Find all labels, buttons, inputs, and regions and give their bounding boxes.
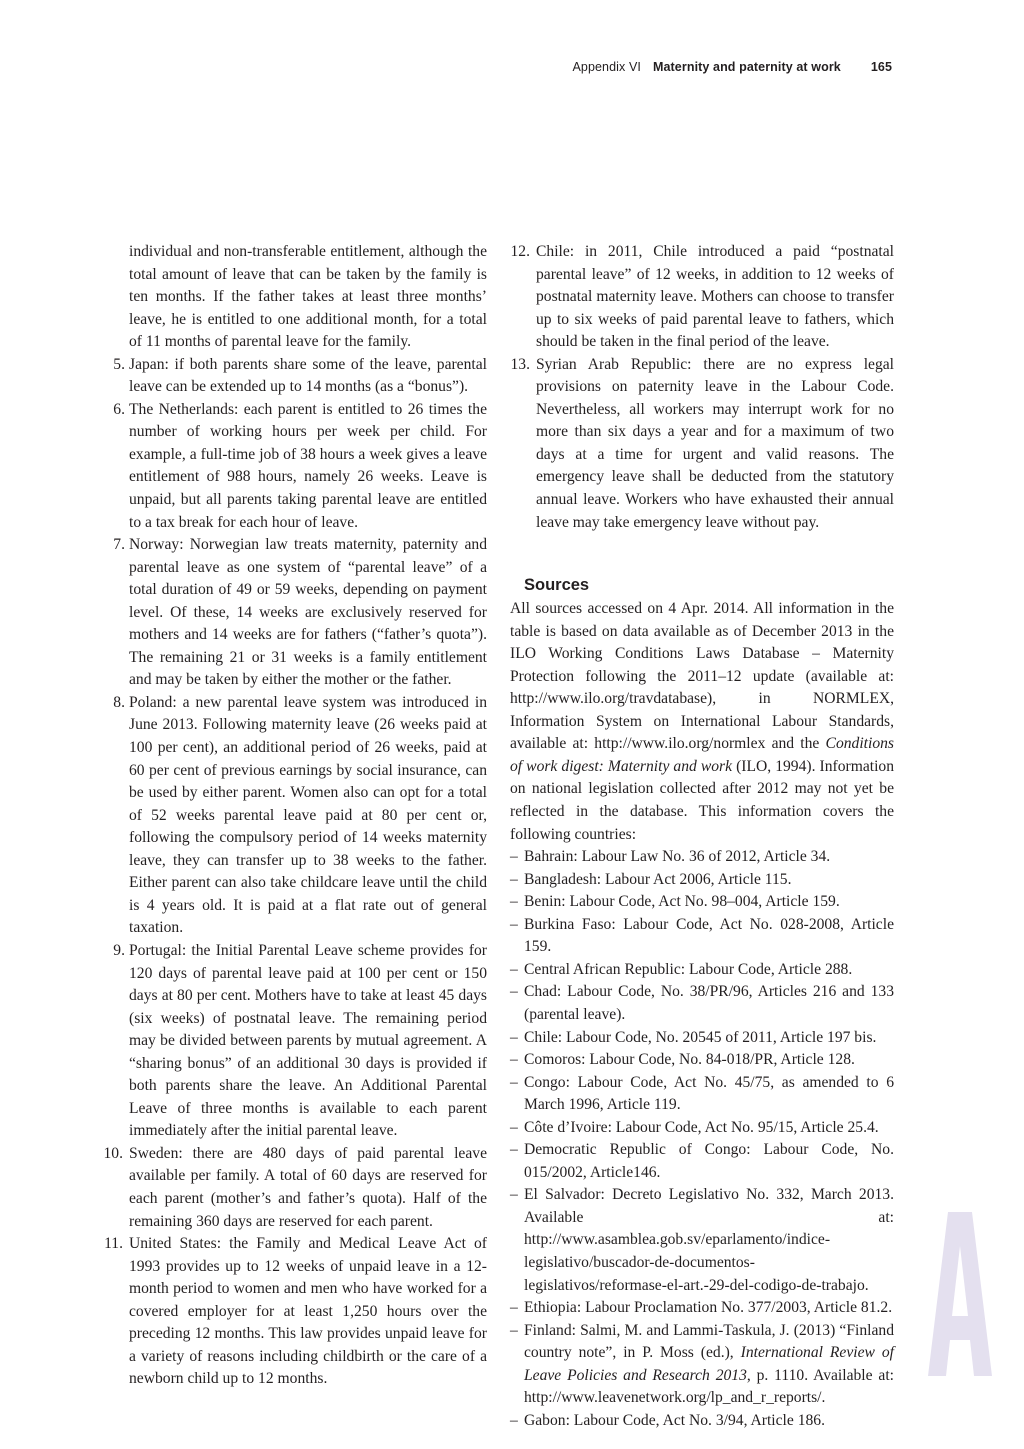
sources-intro-text-end: (ILO, 1994). Information on national legislation collected after 2012 may not yet be reflected in the database. This information covers the following countries: xyxy=(510,757,895,843)
dash-bullet: – xyxy=(510,1186,518,1204)
source-text: Benin: Labour Code, Act No. 98–004, Article 159. xyxy=(524,893,840,911)
publication-title: International Review of Leave Policies and Research 2013 xyxy=(524,1344,894,1384)
source-text: Bangladesh: Labour Act 2006, Article 115. xyxy=(524,870,792,888)
source-item-dr-congo xyxy=(510,1139,894,1184)
dash-bullet: – xyxy=(510,893,518,911)
note-text: Syrian Arab Republic: there are no express legal provisions on paternity leave in the Labour Code. Nevertheless, all workers may interrupt work for no more than six days a year and for a maximum of two days at a time for urgent and valid reasons. The emergency leave shall be deducted from the statutory annual leave. Workers who have exhausted their annual leave may take emergency leave without pay. xyxy=(536,355,894,531)
source-item-burkina-faso xyxy=(510,914,894,959)
page-number: 165 xyxy=(870,60,892,74)
note-7 xyxy=(103,534,487,692)
sources-intro xyxy=(510,598,894,846)
source-item-central-african-republic xyxy=(510,959,894,982)
note-number: 13. xyxy=(510,355,530,373)
sources-list xyxy=(510,846,894,1432)
source-text: Chile: Labour Code, No. 20545 of 2011, Article 197 bis. xyxy=(524,1028,877,1046)
note-number: 12. xyxy=(510,243,530,260)
source-item-benin xyxy=(510,891,894,914)
source-text: Bahrain: Labour Law No. 36 of 2012, Article 34. xyxy=(524,848,831,866)
note-number: 7. xyxy=(113,536,125,554)
appendix-tab-letter xyxy=(928,1212,992,1376)
source-text: Democratic Republic of Congo: Labour Code, No. 015/2002, Article146. xyxy=(524,1141,894,1181)
source-item-comoros xyxy=(510,1049,894,1072)
note-text: Portugal: the Initial Parental Leave scheme provides for 120 days of parental leave paid at 100 per cent or 150 days at 80 per cent. Mothers have to take at least 45 days (six weeks) of postnatal leave. The remaining period may be divided between parents by mutual agreement. A “sharing bonus” of an additional 30 days is provided if both parents share the leave. An Additional Parental Leave of three months is available to each parent immediately after the initial parental leave. xyxy=(129,941,487,1140)
running-header xyxy=(0,60,892,74)
source-item-ethiopia xyxy=(510,1297,894,1320)
note-8 xyxy=(103,692,487,940)
sources-intro-text: All sources accessed on 4 Apr. 2014. All information in the table is based on data available as of December 2013 in the ILO Working Conditions Laws Database – Maternity Protection following the 2011–12 update (available at: http://www.ilo.org/travdatabase), in NORMLEX, Information System on International Labour Standards, available at: http://www.ilo.org/normlex and the xyxy=(510,600,894,753)
source-text-end: , p. 1110. Available at: http://www.leavenetwork.org/lp_and_r_reports/. xyxy=(524,1366,894,1407)
source-text: Ethiopia: Labour Proclamation No. 377/2003, Article 81.2. xyxy=(524,1299,893,1317)
source-item-chile xyxy=(510,1027,894,1050)
note-text: Norway: Norwegian law treats maternity, paternity and parental leave as one system of “parental leave” of a total duration of 49 or 59 weeks, depending on payment level. Of these, 14 weeks are exclusively reserved for mothers and 14 weeks are for fathers (“father’s quota”). The remaining 21 or 31 weeks is a family entitlement and may be taken by either the mother or the father. xyxy=(129,536,487,689)
publication-title: Conditions of work digest: Maternity and work xyxy=(510,735,894,775)
note-text: Poland: a new parental leave system was introduced in June 2013. Following maternity leave (26 weeks paid at 100 per cent), an additional period of 26 weeks, paid at 60 per cent of previous earnings by social insurance, can be used by either parent. Women also can opt for a total of 52 weeks parental leave paid at 80 per cent or, following the compulsory period of 14 weeks maternity leave, they can transfer up to 38 weeks to the father. Either parent can also take childcare leave until the child is 4 years old. It is paid at a flat rate out of general taxation. xyxy=(129,693,487,937)
source-text: El Salvador: Decreto Legislativo No. 332, March 2013. Available at: http://www.asamblea.gob.sv/eparlamento/indice-legislativo/buscador-de-documentos-legislativos/reformase-el-art.-29-del-codigo-de-trabajo. xyxy=(524,1186,894,1294)
dash-bullet: – xyxy=(510,960,518,978)
source-text: Central African Republic: Labour Code, Article 288. xyxy=(524,960,853,978)
note-text: Sweden: there are 480 days of paid parental leave available per family. A total of 60 days are reserved for each parent (mother’s and father’s quota). Half of the remaining 360 days are reserved for each parent. xyxy=(129,1144,487,1230)
dash-bullet: – xyxy=(510,983,518,1001)
note-number: 11. xyxy=(104,1235,123,1253)
chapter-title: Maternity and paternity at work xyxy=(652,60,841,74)
source-item-congo xyxy=(510,1072,894,1117)
dash-bullet: – xyxy=(510,1299,518,1317)
source-text: Côte d’Ivoire: Labour Code, Act No. 95/15, Article 25.4. xyxy=(524,1118,879,1136)
source-text: Gabon: Labour Code, Act No. 3/94, Article 186. xyxy=(524,1411,825,1429)
dash-bullet: – xyxy=(510,1118,518,1136)
note-number: 5. xyxy=(113,355,125,373)
note-9 xyxy=(103,940,487,1143)
dash-bullet: – xyxy=(510,915,518,933)
note-10 xyxy=(103,1143,487,1233)
note-number: 6. xyxy=(113,400,125,418)
dash-bullet: – xyxy=(510,1141,518,1159)
note-6 xyxy=(103,399,487,534)
dash-bullet: – xyxy=(510,1321,518,1339)
dash-bullet: – xyxy=(510,1028,518,1046)
note-13 xyxy=(510,354,894,534)
dash-bullet: – xyxy=(510,1411,518,1429)
dash-bullet: – xyxy=(510,1051,518,1069)
dash-bullet: – xyxy=(510,848,518,866)
source-text: Finland: Salmi, M. and Lammi-Taskula, J. (2013) “Finland country note”, in P. Moss (ed.), xyxy=(524,1321,894,1362)
dash-bullet: – xyxy=(510,1073,518,1091)
note-text: The Netherlands: each parent is entitled to 26 times the number of working hours per week per child. For example, a full-time job of 38 hours a week gives a leave entitlement of 988 hours, namely 26 weeks. Leave is unpaid, but all parents taking parental leave are entitled to a tax break for each hour of leave. xyxy=(129,400,487,531)
source-item-gabon xyxy=(510,1410,894,1433)
source-item-finland xyxy=(510,1320,894,1410)
note-11 xyxy=(103,1233,487,1391)
source-item-bangladesh xyxy=(510,869,894,892)
note-text: United States: the Family and Medical Leave Act of 1993 provides up to 12 weeks of unpaid leave in a 12-month period to women and men who have worked for a covered employer for at least 1,250 hours over the preceding 12 months. This law provides unpaid leave for a variety of reasons including childbirth or the care of a newborn child up to 12 months. xyxy=(129,1235,487,1388)
note-text: Japan: if both parents share some of the leave, parental leave can be extended up to 14 months (as a “bonus”). xyxy=(129,355,487,396)
appendix-label: Appendix VI xyxy=(572,60,641,74)
note-number: 10. xyxy=(103,1144,123,1162)
note-number: 8. xyxy=(113,693,125,711)
right-column xyxy=(510,241,894,1432)
source-item-bahrain xyxy=(510,846,894,869)
source-text: Congo: Labour Code, Act No. 45/75, as amended to 6 March 1996, Article 119. xyxy=(524,1073,894,1114)
continued-note-text: individual and non-transferable entitlement, although the total amount of leave that can be taken by the family is ten months. If the father takes at least three months’ leave, he is entitled to one additional month, for a total of 11 months of parental leave for the family. xyxy=(129,243,487,351)
source-item-el-salvador xyxy=(510,1184,894,1297)
sources-heading: Sources xyxy=(524,576,590,595)
dash-bullet: – xyxy=(510,870,518,888)
source-text: Comoros: Labour Code, No. 84-018/PR, Article 128. xyxy=(524,1051,855,1069)
source-item-chad xyxy=(510,981,894,1026)
note-12 xyxy=(510,241,894,354)
source-text: Chad: Labour Code, No. 38/PR/96, Articles 216 and 133 (parental leave). xyxy=(524,983,894,1023)
left-column xyxy=(103,241,487,1391)
note-5 xyxy=(103,354,487,399)
note-number: 9. xyxy=(113,941,125,959)
note-text: Chile: in 2011, Chile introduced a paid “postnatal parental leave” of 12 weeks, in addition to 12 weeks of postnatal maternity leave. Mothers can choose to transfer up to six weeks of paid parental leave to fathers, which should be taken in the final period of the leave. xyxy=(536,243,894,351)
source-item-cote-divoire xyxy=(510,1117,894,1140)
source-text: Burkina Faso: Labour Code, Act No. 028-2008, Article 159. xyxy=(524,915,894,956)
